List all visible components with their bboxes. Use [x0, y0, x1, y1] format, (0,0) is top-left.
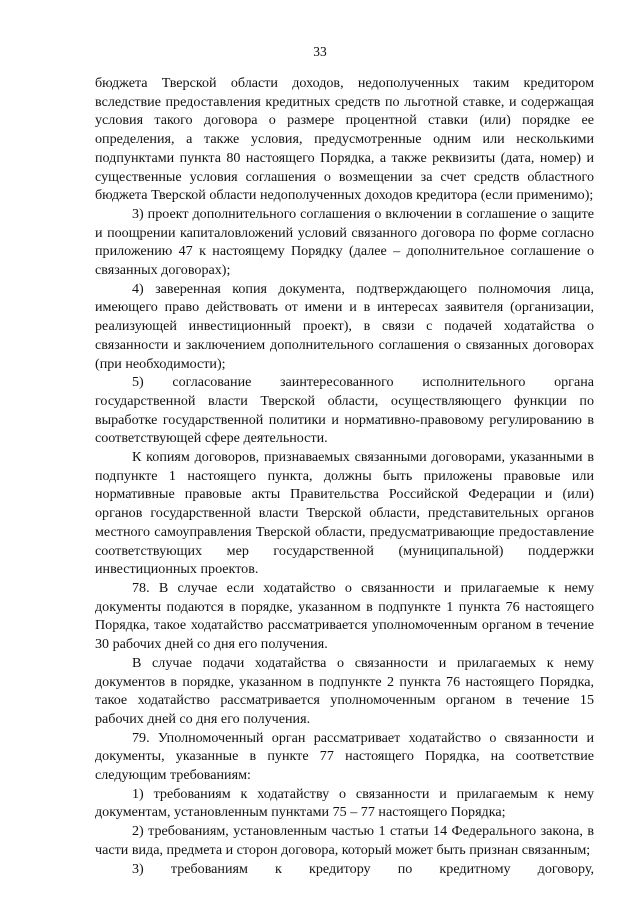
paragraph-requirement-2: 2) требованиям, установленным частью 1 статьи 14 Федерального закона, в части вида, предмета и сторон договора, который может быть признан связанным;: [95, 823, 594, 858]
document-body: [95, 74, 594, 878]
paragraph-continuation: бюджета Тверской области доходов, недополученных таким кредитором вследствие предоставления кредитных средств по льготной ставке, и содержащая условия такого договора о размере процентной ставки (или) порядке ее определения, а также условия, предусмотренные одним или несколькими подпунктами пункта 80 настоящего Порядка, а также реквизиты (дата, номер) и существенные условия соглашения о возмещении за счет средств областного бюджета Тверской области недополученных доходов кредитора (если применимо);: [95, 75, 594, 204]
paragraph-requirement-3: 3) требованиям к кредитору по кредитному договору,: [132, 860, 594, 877]
paragraph-clause-78: 78. В случае если ходатайство о связанности и прилагаемые к нему документы подаются в порядке, указанном в подпункте 1 пункта 76 настоящего Порядка, такое ходатайство рассматривается уполномоченным органом в течение 30 рабочих дней со дня его получения.: [95, 579, 594, 653]
page-number: 33: [313, 44, 327, 59]
paragraph-item-4: 4) заверенная копия документа, подтверждающего полномочия лица, имеющего право действовать от имени и в интересах заявителя (организации, реализующей инвестиционный проект), в связи с подачей ходатайства о связанности и заключением дополнительного соглашения о связанных договорах (при необходимости);: [95, 280, 594, 372]
paragraph-clause-78-second: В случае подачи ходатайства о связанности и прилагаемых к нему документов в порядке, указанном в подпункте 2 пункта 76 настоящего Порядка, такое ходатайство рассматривается уполномоченным органом в течение 15 рабочих дней со дня его получения.: [95, 654, 594, 727]
paragraph-clause-79: 79. Уполномоченный орган рассматривает ходатайство о связанности и документы, указанные в пункте 77 настоящего Порядка, на соответствие следующим требованиям:: [95, 729, 594, 784]
paragraph-item-3: 3) проект дополнительного соглашения о включении в соглашение о защите и поощрении капиталовложений условий связанного договора по форме согласно приложению 47 к настоящему Порядку (далее – дополнительное соглашение о связанных договорах);: [95, 205, 594, 279]
paragraph-item-5: 5) согласование заинтересованного исполнительного органа государственной власти Тверской области, осуществляющего функции по выработке государственной политики и нормативно-правовому регулированию в соответствующей сфере деятельности.: [95, 374, 594, 447]
paragraph-requirement-1: 1) требованиям к ходатайству о связанности и прилагаемым к нему документам, установленным пунктами 75 – 77 настоящего Порядка;: [95, 785, 594, 821]
paragraph-contracts-attachments: К копиям договоров, признаваемых связанными договорами, указанными в подпункте 1 настоящего пункта, должны быть приложены правовые или нормативные правовые акты Правительства Российской Федерации и (или) органов государственной власти Тверской области, представительных органов местного самоуправления Тверской области, предусматривающие предоставление соответствующих мер государственной (муниципальной) поддержки инвестиционных проектов.: [95, 449, 594, 578]
